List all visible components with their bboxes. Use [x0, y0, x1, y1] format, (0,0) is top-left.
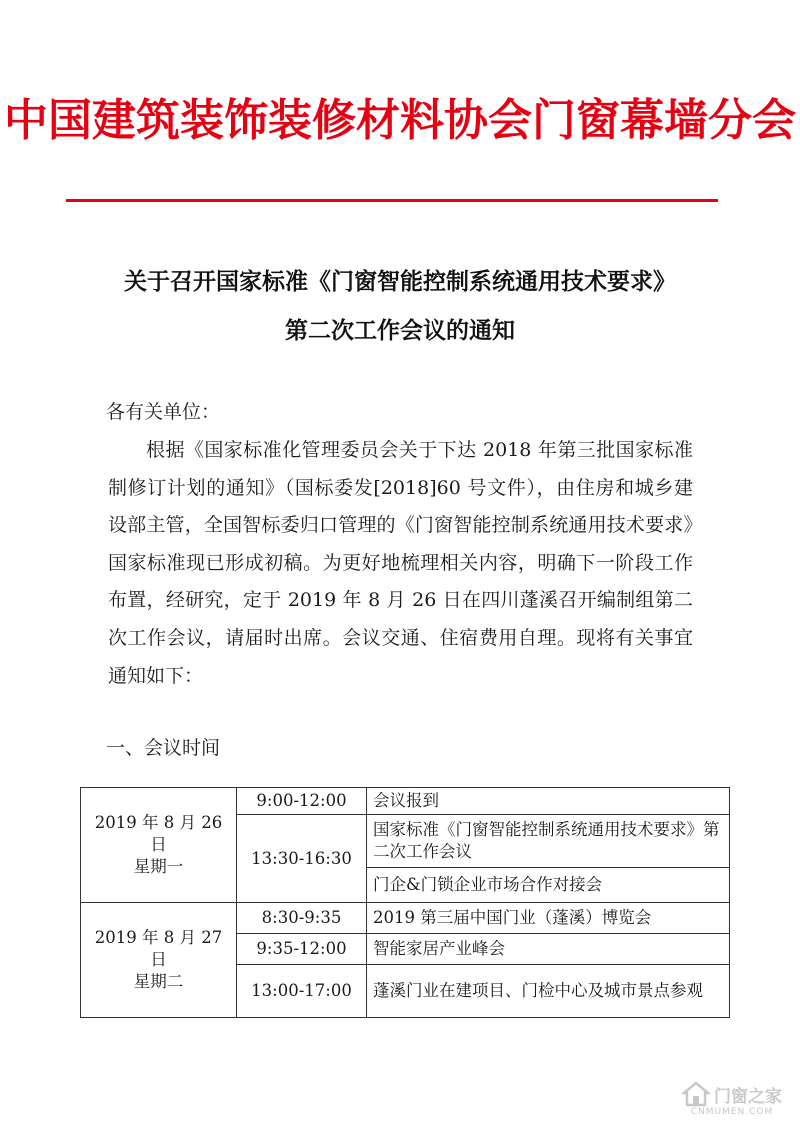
time-cell: 9:35-12:00 — [237, 934, 367, 965]
salutation: 各有关单位： — [106, 401, 221, 423]
notice-title-line1: 关于召开国家标准《门窗智能控制系统通用技术要求》 — [124, 269, 676, 295]
house-logo-icon — [682, 1081, 710, 1107]
day2-weekday: 星期二 — [133, 972, 184, 991]
item-cell: 会议报到 — [367, 788, 730, 815]
item-cell: 门企&门锁企业市场合作对接会 — [367, 868, 730, 903]
notice-title-line2: 第二次工作会议的通知 — [285, 318, 515, 344]
time-cell: 9:00-12:00 — [237, 788, 367, 815]
body-paragraph: 根据《国家标准化管理委员会关于下达 2018 年第三批国家标准制修订计划的通知》（国标委发[2018]60 号文件），由住房和城乡建设部主管，全国智标委归口管理的《门窗智能控制系统通用技术要求》国家标准现已形成初稿。为更好地梳理相关内容，明确下一阶段工作布置，经研究，定于 2019 年 8 月 26 日在四川蓬溪召开编制组第二次工作会议，请届时出席。会议交通、住宿费用自理。现将有关事宜通知如下： — [108, 439, 693, 687]
day1-weekday: 星期一 — [133, 857, 184, 876]
item-cell: 2019 第三届中国门业（蓬溪）博览会 — [367, 903, 730, 934]
red-divider — [66, 199, 718, 202]
watermark-domain: CNMUMEN.COM — [690, 1107, 774, 1117]
item-cell: 智能家居产业峰会 — [367, 934, 730, 965]
table-row — [81, 788, 730, 815]
day1-date-cell — [81, 788, 237, 903]
day2-date-cell — [81, 903, 237, 1018]
organization-title: 中国建筑装饰装修材料协会门窗幕墙分会 — [4, 95, 796, 146]
time-cell: 13:30-16:30 — [237, 815, 367, 903]
table-row — [81, 903, 730, 934]
day1-date: 2019 年 8 月 26 日 — [94, 813, 223, 854]
watermark-brand: 门窗之家 — [714, 1086, 782, 1107]
watermark — [682, 1081, 782, 1117]
time-cell: 13:00-17:00 — [237, 965, 367, 1018]
item-cell: 国家标准《门窗智能控制系统通用技术要求》第二次工作会议 — [367, 815, 730, 868]
section-heading-meeting-time: 一、会议时间 — [106, 737, 221, 759]
item-cell: 蓬溪门业在建项目、门检中心及城市景点参观 — [367, 965, 730, 1018]
schedule-table — [80, 787, 730, 1018]
day2-date: 2019 年 8 月 27 日 — [94, 928, 223, 969]
time-cell: 8:30-9:35 — [237, 903, 367, 934]
